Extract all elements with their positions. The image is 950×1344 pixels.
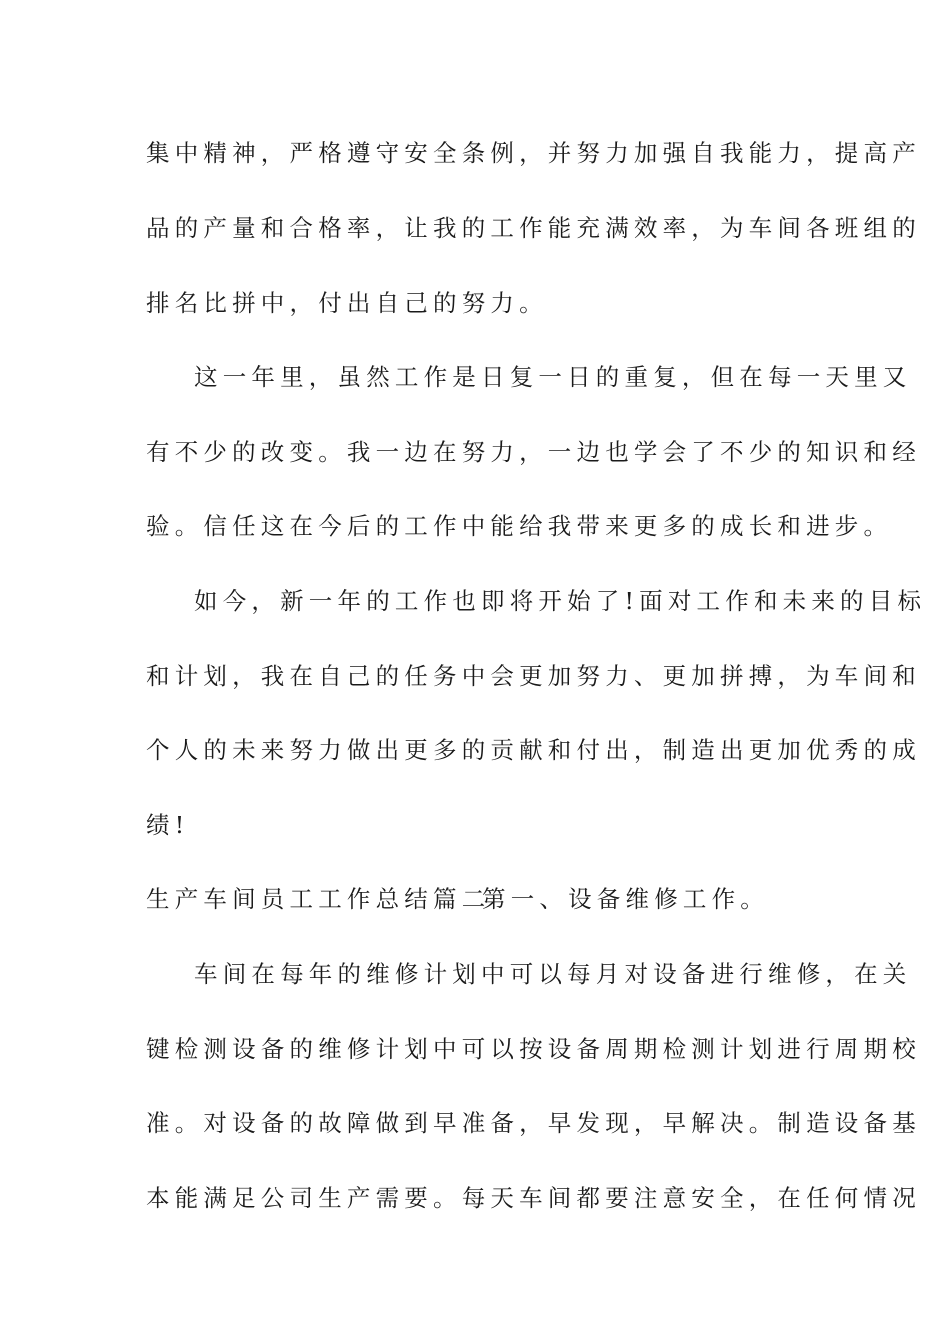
paragraph-line: 排名比拼中，付出自己的努力。 (146, 289, 548, 317)
section-subtitle: 第一、设备维修工作。 (482, 885, 769, 913)
paragraph-line: 本能满足公司生产需要。每天车间都要注意安全，在任何情况 (146, 1184, 921, 1212)
paragraph-line: 准。对设备的故障做到早准备，早发现，早解决。制造设备基 (146, 1109, 921, 1137)
paragraph-line: 绩! (146, 811, 190, 839)
paragraph-line: 这一年里，虽然工作是日复一日的重复，但在每一天里又 (194, 363, 912, 391)
paragraph-line: 和计划，我在自己的任务中会更加努力、更加拼搏，为车间和 (146, 662, 921, 690)
paragraph-line: 品的产量和合格率，让我的工作能充满效率，为车间各班组的 (146, 214, 921, 242)
paragraph-line: 车间在每年的维修计划中可以每月对设备进行维修，在关 (194, 960, 912, 988)
paragraph-line: 有不少的改变。我一边在努力，一边也学会了不少的知识和经 (146, 438, 921, 466)
paragraph-line: 验。信任这在今后的工作中能给我带来更多的成长和进步。 (146, 512, 893, 540)
section-title: 生产车间员工工作总结篇二 (146, 885, 491, 913)
paragraph-line: 键检测设备的维修计划中可以按设备周期检测计划进行周期校 (146, 1035, 921, 1063)
paragraph-line: 个人的未来努力做出更多的贡献和付出，制造出更加优秀的成 (146, 736, 921, 764)
paragraph-line: 如今，新一年的工作也即将开始了!面对工作和未来的目标 (194, 587, 927, 615)
paragraph-line: 集中精神，严格遵守安全条例，并努力加强自我能力，提高产 (146, 139, 921, 167)
